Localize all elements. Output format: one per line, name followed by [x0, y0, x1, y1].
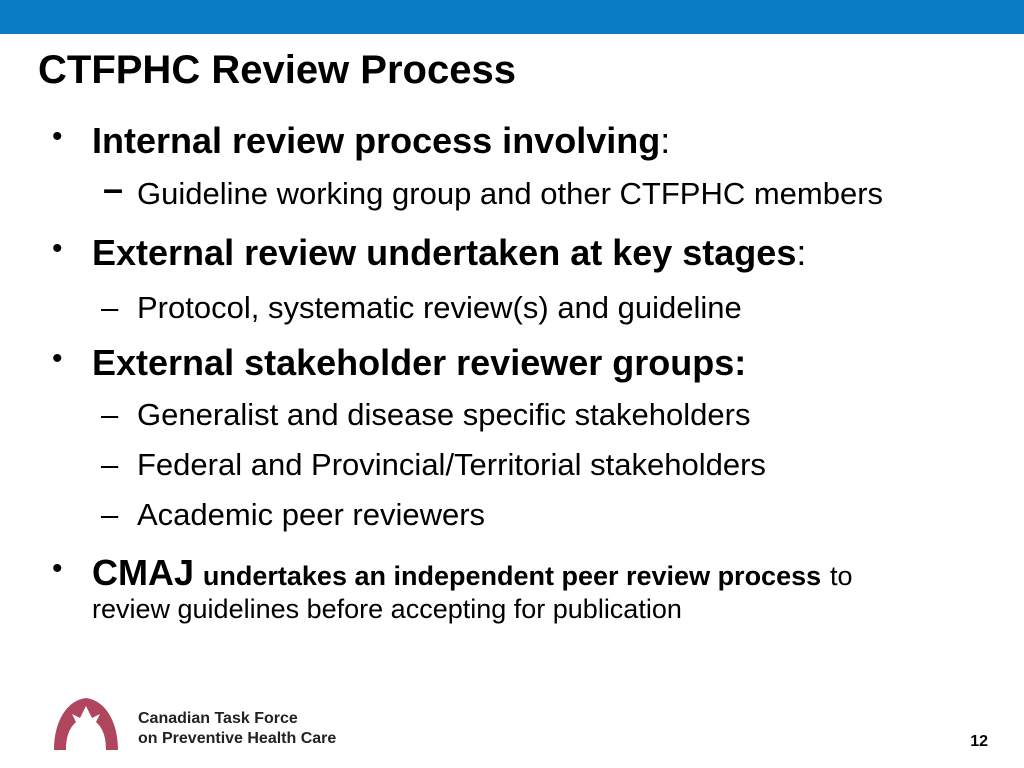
bullet-cmaj-continuation: review guidelines before accepting for publication	[92, 594, 682, 624]
sub-bullet-text: Federal and Provincial/Territorial stakeholders	[137, 447, 766, 482]
cmaj-label: CMAJ	[92, 552, 195, 593]
org-name	[138, 709, 336, 749]
bullet-bold-text: undertakes an independent peer review process	[202, 561, 822, 591]
sub-bullet-text: Protocol, systematic review(s) and guideline	[137, 290, 742, 325]
sub-bullet-dash: –	[101, 290, 119, 325]
bullet-dot: •	[52, 120, 63, 153]
sub-bullet-dash: –	[101, 447, 119, 482]
bullet-bold-text: External stakeholder reviewer groups:	[92, 342, 747, 383]
bullet-internal-review	[52, 120, 671, 161]
bullet-stakeholder-groups	[52, 342, 747, 383]
sub-bullet-text: Academic peer reviewers	[137, 497, 486, 532]
sub-bullet-protocol	[101, 290, 742, 326]
bullet-tail: to	[830, 561, 853, 591]
sub-bullet-academic	[101, 497, 486, 533]
maple-leaf-logo-icon	[50, 692, 122, 752]
sub-bullet-dash: –	[103, 168, 124, 209]
bullet-bold-text: Internal review process involving	[92, 120, 661, 161]
page-number: 12	[970, 733, 988, 750]
bullet-dot: •	[52, 342, 63, 375]
bullet-tail: :	[660, 120, 671, 161]
sub-bullet-text: Generalist and disease specific stakeholders	[137, 397, 751, 432]
sub-bullet-working-group	[103, 168, 884, 212]
bullet-external-review	[52, 232, 807, 273]
sub-bullet-dash: –	[101, 497, 119, 532]
slide-title: CTFPHC Review Process	[38, 48, 516, 92]
sub-bullet-dash: –	[101, 397, 119, 432]
sub-bullet-text: Guideline working group and other CTFPHC members	[137, 176, 884, 211]
bullet-dot: •	[52, 232, 63, 265]
bullet-tail: :	[796, 232, 807, 273]
org-name-line1: Canadian Task Force	[138, 710, 298, 727]
sub-bullet-federal	[101, 447, 766, 483]
bullet-dot: •	[52, 552, 63, 585]
sub-bullet-generalist	[101, 397, 751, 433]
org-name-line2: on Preventive Health Care	[138, 730, 337, 747]
bullet-cmaj	[52, 552, 853, 593]
bullet-bold-text: External review undertaken at key stages	[92, 232, 797, 273]
